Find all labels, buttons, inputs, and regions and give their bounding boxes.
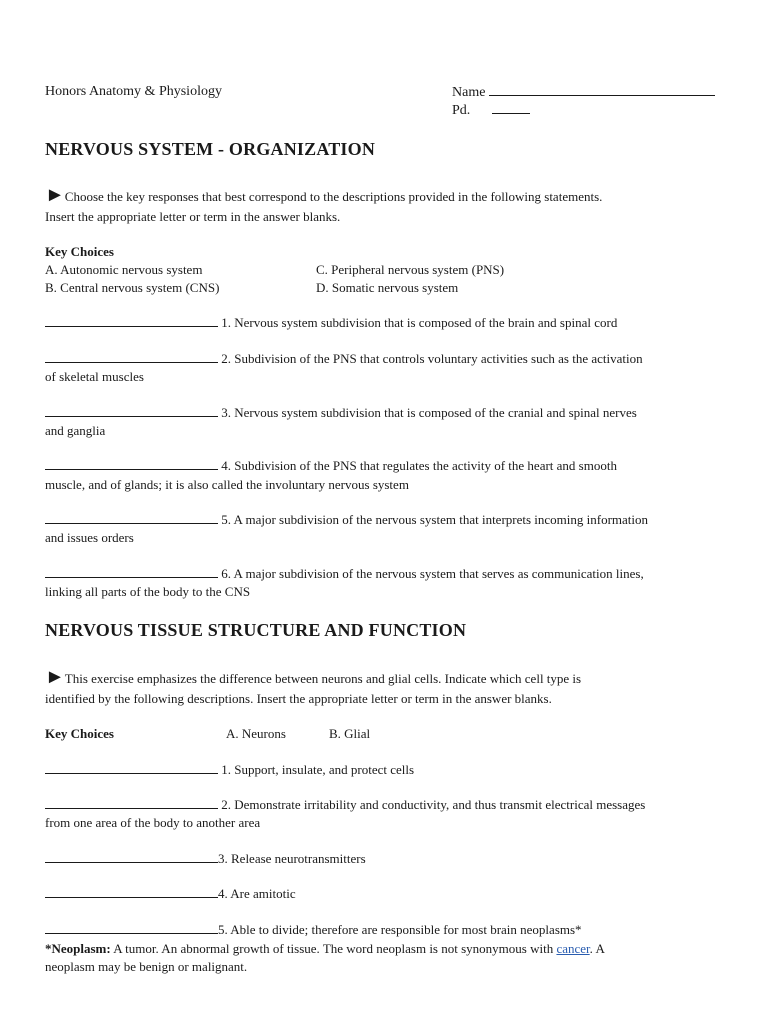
s1-question-5: 5. A major subdivision of the nervous system that interprets incoming information — [45, 511, 648, 528]
s2-question-2-cont: from one area of the body to another area — [45, 815, 261, 830]
answer-blank[interactable] — [45, 921, 218, 934]
answer-blank[interactable] — [45, 885, 218, 898]
arrow-right-icon: ► — [45, 666, 65, 688]
s1-question-3: 3. Nervous system subdivision that is composed of the cranial and spinal nerves — [45, 404, 637, 421]
choice-c: C. Peripheral nervous system (PNS) — [316, 262, 505, 277]
section2-title: NERVOUS TISSUE STRUCTURE AND FUNCTION — [45, 620, 467, 640]
answer-blank[interactable] — [45, 761, 218, 774]
answer-blank[interactable] — [45, 404, 218, 417]
s1-question-4-cont: muscle, and of glands; it is also called the involuntary nervous system — [45, 477, 409, 492]
footnote: *Neoplasm: A tumor. An abnormal growth of tissue. The word neoplasm is not synonymous with cancer. A — [45, 941, 605, 956]
answer-blank[interactable] — [45, 314, 218, 327]
s2-question-3: 3. Release neurotransmitters — [45, 850, 366, 867]
course-title: Honors Anatomy & Physiology — [45, 84, 222, 99]
choice-neurons: A. Neurons — [226, 726, 286, 741]
s1-question-3-cont: and ganglia — [45, 423, 106, 438]
section1-instructions: ►Choose the key responses that best correspond to the descriptions provided in the following statements. — [45, 184, 603, 206]
cancer-link[interactable]: cancer — [556, 941, 590, 956]
key-choices-label: Key Choices — [45, 244, 114, 259]
section1-title: NERVOUS SYSTEM - ORGANIZATION — [45, 139, 376, 159]
s1-question-2-cont: of skeletal muscles — [45, 369, 144, 384]
arrow-right-icon: ► — [45, 184, 65, 206]
s2-question-4: 4. Are amitotic — [45, 885, 296, 902]
s1-question-2: 2. Subdivision of the PNS that controls voluntary activities such as the activation — [45, 350, 643, 367]
s1-question-5-cont: and issues orders — [45, 530, 134, 545]
answer-blank[interactable] — [45, 565, 218, 578]
footnote-line2: neoplasm may be benign or malignant. — [45, 959, 248, 974]
answer-blank[interactable] — [45, 457, 218, 470]
key-choices-label-2: Key Choices — [45, 726, 114, 741]
s2-question-1: 1. Support, insulate, and protect cells — [45, 761, 414, 778]
name-label: Name — [452, 83, 715, 102]
choice-d: D. Somatic nervous system — [316, 280, 459, 295]
choice-glial: B. Glial — [329, 726, 371, 741]
s1-question-4: 4. Subdivision of the PNS that regulates the activity of the heart and smooth — [45, 457, 617, 474]
period-blank[interactable] — [492, 101, 530, 114]
s1-question-1: 1. Nervous system subdivision that is composed of the brain and spinal cord — [45, 314, 617, 331]
choice-a: A. Autonomic nervous system — [45, 262, 203, 277]
answer-blank[interactable] — [45, 350, 218, 363]
section2-instructions: ►This exercise emphasizes the difference between neurons and glial cells. Indicate which cell type is — [45, 666, 582, 688]
period-label: Pd. — [452, 101, 530, 120]
answer-blank[interactable] — [45, 796, 218, 809]
s1-question-6: 6. A major subdivision of the nervous system that serves as communication lines, — [45, 565, 644, 582]
choice-b: B. Central nervous system (CNS) — [45, 280, 220, 295]
answer-blank[interactable] — [45, 850, 218, 863]
section1-instructions-line2: Insert the appropriate letter or term in the answer blanks. — [45, 209, 341, 224]
section2-instructions-line2: identified by the following descriptions. Insert the appropriate letter or term in the answer blanks. — [45, 691, 552, 706]
name-blank[interactable] — [489, 83, 715, 96]
s2-question-2: 2. Demonstrate irritability and conductivity, and thus transmit electrical messages — [45, 796, 645, 813]
answer-blank[interactable] — [45, 511, 218, 524]
s1-question-6-cont: linking all parts of the body to the CNS — [45, 584, 251, 599]
s2-question-5: 5. Able to divide; therefore are responsible for most brain neoplasms* — [45, 921, 582, 938]
